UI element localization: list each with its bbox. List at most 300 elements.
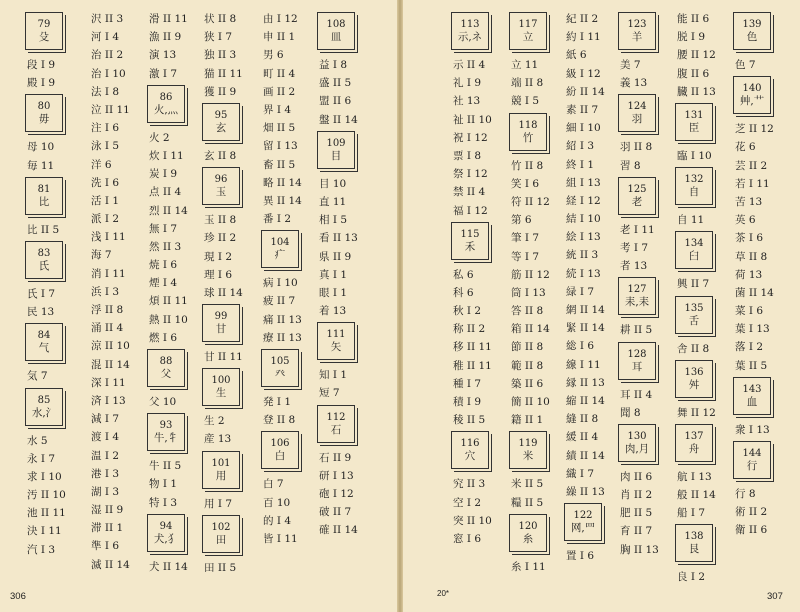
radical-glyph: 老	[631, 195, 643, 208]
kanji-entry: 籍 II 1	[511, 414, 544, 427]
kanji-entry: 糧 II 5	[511, 496, 544, 509]
kanji-entry: 草 II 8	[735, 250, 768, 263]
radical-box	[618, 12, 656, 50]
kanji-entry: 略 II 14	[263, 176, 302, 189]
radical-number: 135	[684, 302, 704, 314]
kanji-entry: 級 I 12	[566, 67, 601, 80]
kanji-entry: 臨 I 10	[677, 149, 712, 162]
kanji-entry: 私 6	[453, 268, 474, 281]
kanji-entry: 治 I 10	[91, 67, 126, 80]
radical-box	[509, 113, 547, 151]
kanji-entry: 県 II 9	[319, 250, 352, 263]
kanji-entry: 燃 I 6	[149, 331, 178, 344]
radical-number: 124	[627, 101, 647, 113]
kanji-entry: 白 7	[263, 478, 284, 491]
kanji-entry: 聞 8	[620, 406, 641, 419]
radical-glyph: 竹	[522, 131, 534, 144]
radical-glyph: 示,ネ	[457, 31, 483, 43]
radical-box	[675, 167, 713, 205]
radical-glyph: 臼	[688, 250, 700, 263]
kanji-entry: 紹 I 3	[566, 140, 595, 153]
radical-glyph: 白	[274, 450, 286, 463]
radical-box	[509, 12, 547, 50]
kanji-entry: 混 II 14	[91, 358, 130, 371]
radical-glyph: 水,氵	[31, 406, 57, 419]
kanji-entry: 花 6	[735, 141, 756, 154]
kanji-entry: 状 II 8	[204, 13, 237, 25]
radical-box	[675, 424, 713, 462]
kanji-entry: 網 II 14	[566, 304, 605, 316]
kanji-entry: 脱 I 9	[677, 31, 706, 44]
radical-box	[317, 131, 355, 169]
kanji-entry: 渡 I 4	[91, 431, 120, 444]
radical-box	[202, 304, 240, 342]
kanji-entry: 治 II 2	[91, 49, 124, 62]
radical-glyph: 用	[215, 469, 227, 482]
index-column	[563, 10, 607, 565]
radical-glyph: 殳	[38, 31, 50, 43]
kanji-entry: 窓 I 6	[453, 532, 482, 545]
kanji-entry: 用 I 7	[204, 497, 233, 510]
kanji-entry: 英 6	[735, 214, 756, 227]
kanji-entry: 色 7	[735, 59, 756, 71]
radical-glyph: 目	[330, 149, 342, 162]
radical-box	[618, 94, 656, 132]
kanji-entry: 求 I 10	[27, 470, 62, 483]
radical-number: 80	[37, 101, 51, 113]
kanji-entry: 葉 I 13	[735, 323, 770, 336]
radical-number: 125	[627, 183, 647, 195]
kanji-entry: 泣 II 11	[91, 103, 130, 116]
kanji-entry: 法 I 8	[91, 85, 120, 98]
index-column	[316, 10, 360, 540]
radical-box	[733, 377, 771, 415]
kanji-entry: 牛 II 5	[149, 460, 182, 473]
kanji-entry: 置 I 6	[566, 550, 595, 563]
kanji-entry: 紀 II 2	[566, 13, 599, 25]
kanji-entry: 注 I 6	[91, 122, 120, 135]
kanji-entry: 端 II 8	[511, 77, 544, 90]
kanji-entry: 痛 II 13	[263, 313, 302, 326]
kanji-entry: 沢 II 3	[91, 13, 124, 25]
kanji-entry: 緊 II 14	[566, 322, 605, 335]
kanji-entry: 深 I 11	[91, 376, 126, 389]
radical-glyph: 禾	[464, 240, 476, 253]
radical-box	[675, 231, 713, 269]
radical-box	[202, 368, 240, 406]
radical-box	[317, 322, 355, 360]
kanji-entry: 禁 II 4	[453, 186, 486, 199]
radical-number: 86	[159, 91, 173, 103]
kanji-entry: 線 I 11	[566, 358, 601, 371]
kanji-entry: 竹 II 8	[511, 159, 544, 172]
kanji-entry: 経 I 12	[566, 194, 601, 207]
kanji-entry: 特 I 3	[149, 496, 178, 509]
kanji-entry: 段 I 9	[27, 59, 56, 71]
radical-glyph: 穴	[464, 450, 476, 463]
kanji-entry: 直 11	[319, 195, 347, 208]
radical-glyph: 羽	[631, 113, 643, 126]
kanji-entry: 滑 II 11	[149, 13, 188, 25]
kanji-entry: 腹 II 6	[677, 67, 710, 80]
kanji-entry: 疲 II 7	[263, 295, 296, 308]
kanji-entry: 無 I 7	[149, 222, 178, 235]
kanji-entry: 短 7	[319, 387, 340, 400]
radical-number: 99	[214, 311, 228, 323]
index-column	[146, 10, 190, 576]
radical-box	[733, 441, 771, 479]
index-column	[508, 10, 552, 576]
kanji-entry: 汚 II 10	[27, 489, 66, 502]
radical-glyph: 疒	[274, 249, 286, 262]
kanji-entry: 氏 I 7	[27, 287, 56, 300]
kanji-entry: 統 II 3	[566, 249, 599, 262]
kanji-entry: 秋 I 2	[453, 305, 482, 318]
kanji-entry: 百 10	[263, 496, 291, 509]
kanji-entry: 甘 II 11	[204, 351, 243, 364]
kanji-entry: 滞 II 1	[91, 522, 124, 535]
kanji-entry: 町 II 4	[263, 67, 296, 80]
kanji-entry: 申 II 1	[263, 31, 296, 44]
kanji-entry: 真 I 1	[319, 268, 348, 281]
kanji-entry: 織 I 7	[566, 467, 595, 480]
kanji-entry: 汽 I 3	[27, 543, 56, 556]
kanji-entry: 目 10	[319, 177, 347, 190]
kanji-entry: 海 7	[91, 249, 112, 262]
radical-number: 127	[627, 284, 647, 296]
kanji-entry: 衆 I 13	[735, 423, 770, 436]
kanji-entry: 益 I 8	[319, 59, 348, 71]
kanji-entry: 絵 I 13	[566, 231, 601, 244]
kanji-entry: 紛 II 14	[566, 85, 605, 98]
kanji-entry: 終 I 1	[566, 158, 595, 171]
kanji-entry: 者 13	[620, 260, 648, 273]
index-column	[732, 10, 776, 540]
kanji-entry: 着 13	[319, 305, 347, 318]
kanji-entry: 炭 I 9	[149, 168, 178, 181]
kanji-entry: 答 II 8	[511, 305, 544, 318]
kanji-entry: 眼 I 1	[319, 286, 348, 299]
radical-number: 128	[627, 348, 647, 360]
kanji-entry: 滅 II 14	[91, 558, 130, 571]
kanji-entry: 決 I 11	[27, 525, 62, 538]
kanji-entry: 組 I 13	[566, 176, 601, 189]
radical-glyph: 耒,耒	[624, 296, 650, 309]
radical-glyph: 比	[38, 195, 50, 208]
radical-box	[261, 349, 299, 387]
kanji-entry: 育 II 7	[620, 525, 653, 538]
kanji-entry: 能 II 6	[677, 13, 710, 25]
kanji-entry: 耳 II 4	[620, 388, 653, 401]
radical-number: 111	[326, 329, 346, 341]
kanji-entry: 米 II 5	[511, 478, 544, 491]
kanji-entry: 緑 I 7	[566, 285, 595, 298]
kanji-entry: 登 II 8	[263, 414, 296, 427]
radical-box	[202, 103, 240, 141]
radical-number: 143	[742, 383, 762, 395]
kanji-entry: 皆 I 11	[263, 532, 298, 545]
radical-number: 119	[518, 438, 538, 450]
kanji-entry: 臓 II 13	[677, 85, 716, 98]
radical-box	[202, 167, 240, 205]
kanji-entry: 湖 I 3	[91, 485, 120, 498]
radical-number: 113	[460, 19, 480, 30]
kanji-entry: 熱 II 10	[149, 313, 188, 326]
radical-glyph: 肉,月	[624, 442, 650, 455]
radical-glyph: 色	[746, 31, 758, 43]
radical-glyph: 舛	[688, 378, 700, 391]
radical-box	[317, 12, 355, 50]
radical-box	[147, 514, 185, 552]
radical-number: 102	[211, 521, 231, 533]
radical-glyph: 臣	[688, 121, 700, 134]
radical-number: 79	[37, 19, 51, 30]
radical-glyph: 艮	[688, 543, 700, 556]
radical-number: 138	[684, 531, 704, 543]
kanji-entry: 般 II 14	[677, 489, 716, 502]
kanji-entry: 比 II 5	[27, 223, 60, 236]
kanji-entry: 船 I 7	[677, 507, 706, 520]
kanji-entry: 耕 II 5	[620, 324, 653, 337]
kanji-entry: 稚 II 11	[453, 359, 492, 372]
radical-glyph: 米	[522, 450, 534, 463]
radical-number: 108	[326, 19, 346, 30]
radical-glyph: 玉	[215, 186, 227, 199]
index-column	[617, 10, 661, 559]
kanji-entry: 落 I 2	[735, 341, 764, 354]
index-column	[450, 10, 494, 548]
kanji-entry: 泳 I 5	[91, 140, 120, 153]
kanji-entry: 約 I 11	[566, 31, 601, 44]
kanji-entry: 素 II 7	[566, 103, 599, 116]
kanji-entry: 火 2	[149, 131, 170, 144]
kanji-entry: 現 I 2	[204, 250, 233, 263]
kanji-entry: 菜 I 6	[735, 305, 764, 318]
radical-box	[675, 524, 713, 562]
kanji-entry: 社 13	[453, 95, 481, 108]
radical-glyph: 毋	[38, 113, 50, 126]
kanji-entry: 等 I 7	[511, 250, 540, 263]
radical-box	[25, 177, 63, 215]
radical-number: 117	[518, 19, 538, 30]
kanji-entry: 煙 I 4	[149, 277, 178, 290]
kanji-entry: 水 5	[27, 434, 48, 447]
radical-glyph: 氏	[38, 259, 50, 272]
kanji-entry: 発 I 1	[263, 396, 292, 408]
kanji-entry: 縫 II 8	[566, 413, 599, 426]
kanji-entry: 葉 II 5	[735, 359, 768, 372]
kanji-entry: 留 I 13	[263, 140, 298, 153]
radical-number: 100	[211, 375, 231, 387]
kanji-entry: 福 I 12	[453, 204, 488, 217]
kanji-entry: 洗 I 6	[91, 176, 120, 189]
radical-glyph: 糸	[522, 532, 534, 545]
radical-box	[675, 296, 713, 334]
index-column	[88, 10, 132, 574]
radical-box	[147, 413, 185, 451]
radical-box	[25, 12, 63, 50]
kanji-entry: 考 I 7	[620, 241, 649, 254]
radical-glyph: 舟	[688, 442, 700, 455]
book-gutter	[397, 0, 403, 612]
radical-box	[202, 451, 240, 489]
radical-number: 115	[460, 228, 480, 240]
kanji-entry: 菌 II 14	[735, 286, 774, 299]
kanji-entry: 称 II 2	[453, 323, 486, 336]
page-number-right: 307	[767, 591, 783, 602]
kanji-entry: 界 I 4	[263, 103, 292, 116]
kanji-entry: 盤 II 14	[319, 113, 358, 126]
radical-box	[25, 94, 63, 132]
kanji-entry: 由 I 12	[263, 13, 298, 25]
kanji-entry: 立 11	[511, 59, 539, 71]
radical-glyph: 田	[215, 533, 227, 546]
radical-glyph: 火,灬	[153, 103, 179, 116]
kanji-entry: 港 I 3	[91, 467, 120, 480]
kanji-entry: 独 II 3	[204, 49, 237, 62]
kanji-entry: 研 I 13	[319, 469, 354, 482]
kanji-entry: 示 II 4	[453, 59, 486, 71]
radical-number: 83	[37, 247, 51, 259]
kanji-entry: 肥 II 5	[620, 507, 653, 520]
kanji-entry: 石 II 9	[319, 451, 352, 464]
kanji-entry: 激 I 7	[149, 67, 178, 80]
radical-glyph: 行	[746, 460, 758, 472]
kanji-entry: 田 II 5	[204, 561, 237, 574]
radical-number: 122	[573, 510, 593, 522]
kanji-entry: 箱 II 14	[511, 323, 550, 336]
radical-glyph: 犬,犭	[153, 532, 179, 545]
radical-glyph: 羊	[631, 31, 643, 43]
kanji-entry: 済 I 13	[91, 394, 126, 407]
kanji-entry: 符 II 12	[511, 195, 550, 208]
radical-box	[25, 241, 63, 279]
radical-box	[261, 431, 299, 469]
radical-box	[564, 503, 602, 541]
kanji-entry: 茶 I 6	[735, 232, 764, 245]
kanji-entry: 獲 II 9	[204, 85, 237, 98]
radical-glyph: 父	[160, 368, 172, 380]
kanji-entry: 芝 II 12	[735, 123, 774, 136]
kanji-entry: 老 I 11	[620, 223, 655, 236]
radical-glyph: 矢	[330, 341, 342, 354]
kanji-entry: 洋 6	[91, 158, 112, 171]
kanji-entry: 炊 I 11	[149, 149, 184, 162]
radical-number: 85	[37, 394, 51, 406]
kanji-entry: 点 II 4	[149, 186, 182, 199]
kanji-entry: 結 I 10	[566, 213, 601, 226]
radical-number: 136	[684, 366, 704, 378]
kanji-entry: 票 I 8	[453, 149, 482, 162]
kanji-entry: 肉 II 6	[620, 470, 653, 483]
kanji-entry: 筋 II 12	[511, 268, 550, 281]
radical-number: 105	[270, 356, 290, 367]
kanji-entry: 積 I 9	[453, 396, 482, 408]
radical-box	[451, 12, 489, 50]
kanji-entry: 畜 II 5	[263, 158, 296, 171]
kanji-entry: 病 I 10	[263, 277, 298, 290]
kanji-entry: 畑 II 5	[263, 122, 296, 135]
kanji-entry: 消 I 11	[91, 267, 126, 280]
kanji-entry: 績 II 14	[566, 449, 605, 462]
radical-number: 134	[684, 238, 704, 250]
kanji-entry: 球 II 14	[204, 286, 243, 299]
radical-number: 101	[211, 457, 231, 469]
kanji-entry: 美 7	[620, 59, 641, 71]
radical-glyph: 舌	[688, 314, 700, 327]
kanji-entry: 範 II 8	[511, 359, 544, 372]
radical-box	[675, 360, 713, 398]
radical-box	[733, 76, 771, 114]
kanji-entry: 稜 II 5	[453, 414, 486, 427]
radical-glyph: 自	[688, 186, 700, 199]
kanji-entry: 相 I 5	[319, 214, 348, 227]
kanji-entry: 盛 II 5	[319, 77, 352, 90]
kanji-entry: 知 I 1	[319, 369, 348, 382]
kanji-entry: 舞 II 12	[677, 406, 716, 419]
kanji-entry: 焼 I 6	[149, 259, 178, 272]
radical-glyph: 玄	[215, 121, 227, 134]
radical-glyph: 石	[330, 423, 342, 436]
radical-box	[618, 342, 656, 380]
kanji-entry: 舎 II 8	[677, 342, 710, 355]
radical-box	[25, 323, 63, 361]
kanji-entry: 番 I 2	[263, 213, 292, 226]
kanji-entry: 然 II 3	[149, 240, 182, 253]
radical-box	[618, 177, 656, 215]
radical-box	[317, 405, 355, 443]
kanji-entry: 簡 II 10	[511, 396, 550, 408]
kanji-entry: 破 II 7	[319, 506, 352, 519]
radical-number: 140	[742, 83, 762, 95]
kanji-entry: 究 II 3	[453, 478, 486, 491]
radical-number: 116	[460, 438, 480, 450]
kanji-entry: 烈 II 14	[149, 204, 188, 217]
kanji-entry: 縁 II 13	[566, 376, 605, 389]
kanji-entry: 湿 II 9	[91, 504, 124, 517]
kanji-entry: 父 10	[149, 396, 177, 408]
kanji-entry: 減 I 7	[91, 413, 120, 426]
kanji-entry: 空 I 2	[453, 496, 482, 509]
kanji-entry: 殿 I 9	[27, 77, 56, 90]
kanji-entry: 猫 II 11	[204, 67, 243, 80]
kanji-entry: 浜 I 3	[91, 285, 120, 298]
radical-box	[451, 222, 489, 260]
radical-number: 130	[627, 430, 647, 442]
radical-number: 123	[627, 19, 647, 30]
kanji-entry: 若 I 11	[735, 177, 770, 190]
radical-glyph: 立	[522, 31, 534, 43]
kanji-entry: 移 II 11	[453, 341, 492, 354]
radical-glyph: 甘	[215, 323, 227, 336]
kanji-entry: 緩 II 4	[566, 431, 599, 444]
radical-glyph: 牛,牜	[153, 432, 179, 445]
kanji-entry: 習 8	[620, 159, 641, 172]
kanji-entry: 筆 I 7	[511, 232, 540, 245]
radical-glyph: 艸,艹	[739, 95, 765, 108]
radical-box	[509, 514, 547, 552]
radical-number: 109	[326, 137, 346, 149]
radical-glyph: 皿	[330, 31, 342, 43]
kanji-entry: 総 I 6	[566, 340, 595, 353]
kanji-entry: 縮 II 14	[566, 394, 605, 407]
kanji-entry: 画 II 2	[263, 85, 296, 98]
kanji-entry: 看 II 13	[319, 232, 358, 245]
radical-glyph: 血	[746, 395, 758, 408]
radical-glyph: 生	[215, 387, 227, 400]
radical-number: 94	[159, 520, 173, 532]
kanji-entry: 確 II 14	[319, 524, 358, 537]
